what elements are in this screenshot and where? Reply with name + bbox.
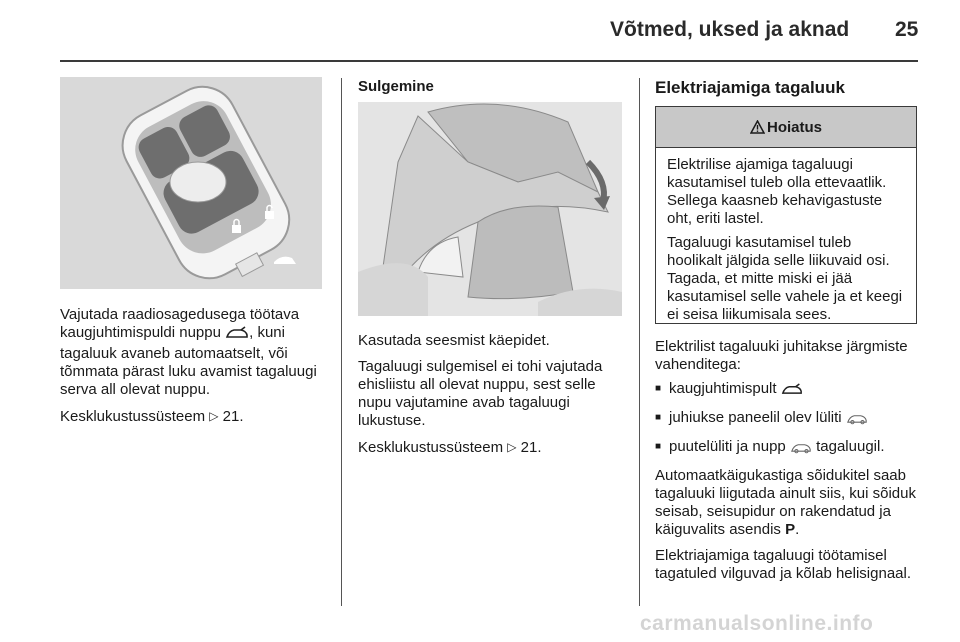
control-list: [655, 380, 925, 459]
warning-body: [656, 148, 916, 324]
warning-paragraph-1: Elektrilise ajamiga tagaluugi kasutamisel tuleb olla ettevaatlik. Sellega kaasneb kehavigastuste oht, eriti lastel.: [667, 156, 887, 227]
car-outline-icon: [846, 412, 868, 430]
col3-paragraph-2: Automaatkäigukastiga sõidukitel saab tagaluuki liigutada ainult siis, kui sõiduk seisab, seisupidur on rakendatud ja käiguvalits asendis P.: [655, 467, 916, 538]
warning-triangle-icon: [750, 120, 765, 134]
col3-paragraph-3: Elektriajamiga tagaluugi töötamisel tagatuled vilguvad ja kõlab helisignaal.: [655, 547, 912, 582]
watermark: carmanualsonline.info: [640, 612, 874, 635]
column-divider-1: [341, 78, 342, 606]
tailgate-closing-figure: [358, 102, 622, 316]
page-title: Võtmed, uksed ja aknad: [610, 18, 850, 41]
column-3-text: [655, 338, 925, 591]
car-tailgate-icon: [781, 383, 803, 401]
page-number: 25: [895, 18, 919, 41]
reference-arrow-icon: ▷: [209, 409, 219, 423]
col2-paragraph-1: Kasutada seesmist käepidet.: [358, 332, 550, 349]
key-remote-illustration: [60, 77, 322, 289]
key-remote-figure: [60, 77, 322, 289]
section-heading-power-tailgate: Elektriajamiga tagaluuk: [655, 78, 845, 97]
column-1-text: [60, 306, 330, 434]
warning-box: [655, 106, 917, 324]
list-item: ■ puutelüliti ja nupp tagaluugil.: [655, 438, 925, 459]
col1-paragraph: Vajutada raadiosagedusega töötava kaugjuhtimispuldi nuppu , kuni tagaluuk avaneb automaatselt, või tõmmata pärast luku avamist tagaluugi serva all olevat nuppu.: [60, 306, 317, 398]
tailgate-closing-illustration: [358, 102, 622, 316]
column-2-text: [358, 332, 630, 465]
list-item: ■ kaugjuhtimispult: [655, 380, 925, 401]
car-outline-icon: [790, 441, 812, 459]
warning-paragraph-2: Tagaluugi kasutamisel tuleb hoolikalt jälgida selle liikuvaid osi. Tagada, et mitte miski ei jää kasutamisel selle vahele ja et keegi ei seisa liikumisala sees.: [667, 234, 903, 323]
col3-intro: Elektrilist tagaluuki juhitakse järgmiste vahenditega:: [655, 338, 908, 373]
car-tailgate-icon: [225, 326, 249, 345]
section-heading-closing: Sulgemine: [358, 78, 434, 95]
list-item: ■ juhiukse paneelil olev lüliti: [655, 409, 925, 430]
column-divider-2: [639, 78, 640, 606]
reference-arrow-icon: ▷: [507, 440, 517, 454]
warning-header: [656, 107, 916, 148]
col1-reference[interactable]: Kesklukustussüsteem ▷ 21.: [60, 408, 244, 425]
col2-reference[interactable]: Kesklukustussüsteem ▷ 21.: [358, 439, 542, 456]
header-rule: [60, 60, 918, 62]
warning-title: Hoiatus: [766, 118, 822, 136]
col2-paragraph-2: Tagaluugi sulgemisel ei tohi vajutada ehisliistu all olevat nuppu, sest selle nupu vajutamine avab tagaluugi lukustuse.: [358, 358, 603, 429]
